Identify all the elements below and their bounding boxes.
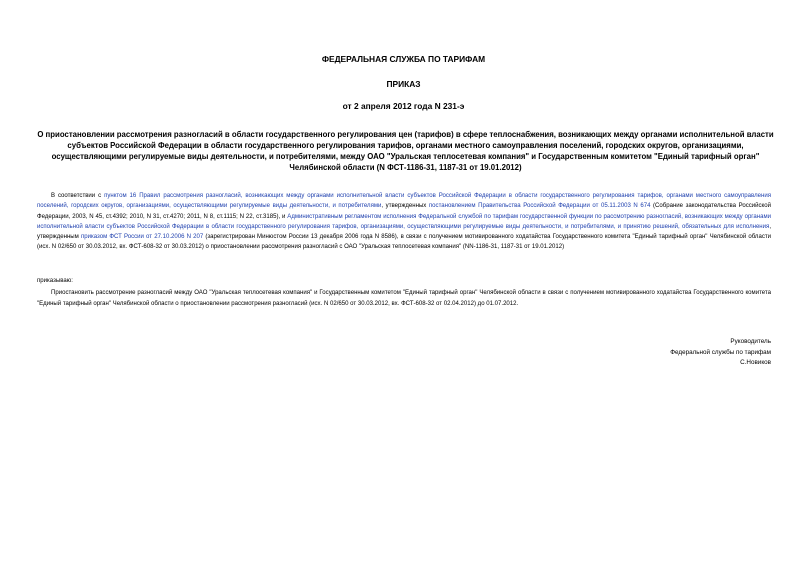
- doc-title: О приостановлении рассмотрения разногласий в области государственного регулирования цен (тарифов) в сфере теплоснабжения, возникающих между органами исполнительной власти субъектов Российской Федерации в области государственного регулирования тарифов, органами местного самоуправления поселений, городских округов, организациями, осуществляющими регулируемые виды деятельности, и потребителями, между ОАО "Уральская теплосетевая компания" и Государственным комитетом "Единый тарифный орган" Челябинской области (N ФСТ-1186-31, 1187-31 от 19.01.2012): [37, 130, 774, 172]
- doc-date-number: от 2 апреля 2012 года N 231-э: [342, 101, 465, 111]
- link-government-decree-674[interactable]: постановлением Правительства Российской Федерации от 05.11.2003 N 674: [428, 203, 651, 210]
- doc-type: ПРИКАЗ: [386, 79, 421, 89]
- signature-position: Руководитель: [730, 338, 771, 345]
- preamble: [37, 191, 771, 253]
- link-fst-order-207[interactable]: приказом ФСТ России от 27.10.2006 N 207: [80, 234, 204, 241]
- order-word: приказываю:: [37, 278, 73, 284]
- link-administrative-regulation[interactable]: Административным регламентом исполнения Федеральной службой по тарифам государственной функции по рассмотрению разногласий, возникающих между органами исполнительной власти субъектов Российской Федерации в области государственного регулирования тарифов, организациями, осуществляющими регулируемые виды деятельности, и потребителями, и принятию решений, обязательных для исполнения: [37, 213, 771, 230]
- preamble-text-4: , утвержденным: [37, 223, 771, 241]
- preamble-text-3: (Собрание законодательства Российской Федерации, 2003, N 45, ст.4392; 2010, N 31, ст.4270; 2011, N 8, ст.1115; N 22, ст.3185), и: [37, 203, 771, 220]
- signature-block: [670, 337, 771, 369]
- preamble-text-5: (зарегистрирован Минюстом России 13 декабря 2006 года N 8586), в связи с получением мотивированного ходатайства Государственного комитета "Единый тарифный орган" Челябинской области (исх. N 02/650 от 30.03.2012, вх. ФСТ-608-32 от 30.03.2012) о приостановлении рассмотрения разногласий с ОАО "Уральская теплосетевая компания" (NN-1186-31, 1187-31 от 19.01.2012): [37, 234, 771, 251]
- preamble-text-2: , утвержденных: [381, 203, 429, 210]
- signature-organization: Федеральной службы по тарифам: [670, 348, 771, 356]
- agency-name: ФЕДЕРАЛЬНАЯ СЛУЖБА ПО ТАРИФАМ: [321, 54, 486, 64]
- signature-name: С.Новиков: [740, 359, 771, 366]
- order-text: Приостановить рассмотрение разногласий между ОАО "Уральская теплосетевая компания" и Государственным комитетом "Единый тарифный орган" Челябинской области в связи с получением мотивированного ходатайства Государственного комитета "Единый тарифный орган" Челябинской области о приостановлении рассмотрения разногласий (исх. N 02/650 от 30.03.2012, вх. ФСТ-608-32 от 02.04.2012) до 01.07.2012.: [37, 290, 771, 307]
- preamble-text-1: В соответствии с: [51, 193, 105, 199]
- order-section: [37, 276, 771, 309]
- link-rules-paragraph-16[interactable]: пунктом 16 Правил рассмотрения разногласий, возникающих между органами исполнительной власти субъектов Российской Федерации в области государственного регулирования тарифов, органами местного самоуправления поселений, городских округов, организациями, осуществляющими регулируемые виды деятельности, и потребителями: [37, 193, 771, 210]
- preamble-paragraph: [37, 191, 771, 253]
